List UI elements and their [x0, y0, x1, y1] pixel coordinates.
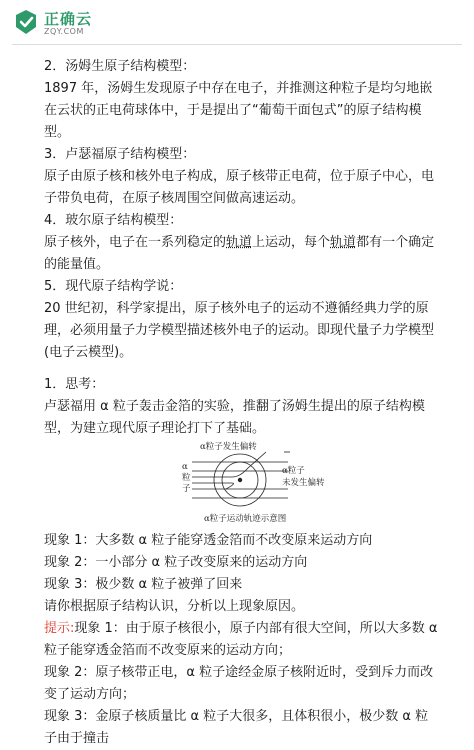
- section-4-body: [44, 232, 438, 276]
- orbit-term-1: 轨道: [226, 235, 253, 250]
- hint-label: 提示:: [44, 621, 75, 636]
- section-3-body: 原子由原子核和核外电子构成，原子核带正电荷，位于原子中心，电子带负电荷，在原子核周围空间做高速运动。: [44, 169, 435, 206]
- section-4-body-pre: 原子核外，电子在一系列稳定的: [44, 235, 227, 250]
- answer-2: 现象 2：原子核带正电，α 粒子途经金原子核附近时，受到斥力而改变了运动方向；: [44, 665, 434, 702]
- figure-label-particle-2: 子: [182, 484, 191, 494]
- figure-label-nodeflect-1: α粒子: [282, 466, 305, 476]
- answer-3: 现象 3：金原子核质量比 α 粒子大很多，且体积很小，极少数 α 粒子由于撞击: [44, 709, 429, 746]
- section-3-title: 3．卢瑟福原子结构模型：: [44, 147, 196, 162]
- alpha-scattering-figure: [44, 442, 438, 530]
- section-5-title: 5．现代原子结构学说：: [44, 279, 183, 294]
- answer-1-text: 现象 1：由于原子核很小，原子内部有很大空间，所以大多数 α 粒子能穿透金箔而不改变原来的运动方向；: [44, 621, 438, 658]
- think-title: 1．思考：: [44, 377, 105, 392]
- figure-label-nodeflect-2: 未发生偏转: [282, 478, 325, 488]
- header-divider: [12, 44, 462, 45]
- section-2-body: 1897 年，汤姆生发现原子中存在电子，并推测这种粒子是均匀地嵌在云状的正电荷球体中，于是提出了“葡萄干面包式”的原子结构模型。: [44, 81, 433, 140]
- section-5-body: 20 世纪初，科学家提出，原子核外电子的运动不遵循经典力学的原理，必须用量子力学模型描述核外电子的运动。即现代量子力学模型(电子云模型)。: [44, 301, 435, 360]
- brand-name: 正确云: [44, 10, 93, 28]
- brand-logo-icon: [12, 8, 40, 36]
- phenomenon-2: 现象 2：一小部分 α 粒子改变原来的运动方向: [44, 555, 308, 570]
- brand-domain: ZQY.COM: [44, 27, 84, 36]
- think-intro: 卢瑟福用 α 粒子轰击金箔的实验，推翻了汤姆生提出的原子结构模型，为建立现代原子理论打下了基础。: [44, 399, 425, 436]
- document-body: [44, 56, 438, 750]
- answer-1: [44, 618, 438, 662]
- section-2-title: 2．汤姆生原子结构模型：: [44, 59, 196, 74]
- section-4-body-mid: 上运动，每个: [252, 235, 331, 250]
- figure-label-deflect: α粒子发生偏转: [200, 442, 257, 452]
- orbit-term-2: 轨道: [330, 235, 357, 250]
- page-header: [0, 0, 474, 44]
- analysis-question: 请你根据原子结构认识，分析以上现象原因。: [44, 599, 305, 614]
- section-4-title: 4．玻尔原子结构模型：: [44, 213, 183, 228]
- figure-caption: α粒子运动轨迹示意图: [204, 514, 287, 524]
- figure-label-particle-1: 粒: [182, 473, 191, 483]
- phenomenon-1: 现象 1：大多数 α 粒子能穿透金箔而不改变原来运动方向: [44, 533, 373, 548]
- phenomenon-3: 现象 3：极少数 α 粒子被弹了回来: [44, 577, 243, 592]
- figure-label-alpha: α: [182, 462, 188, 472]
- section-4-body-post: 都有一个确定的能量值。: [44, 235, 435, 272]
